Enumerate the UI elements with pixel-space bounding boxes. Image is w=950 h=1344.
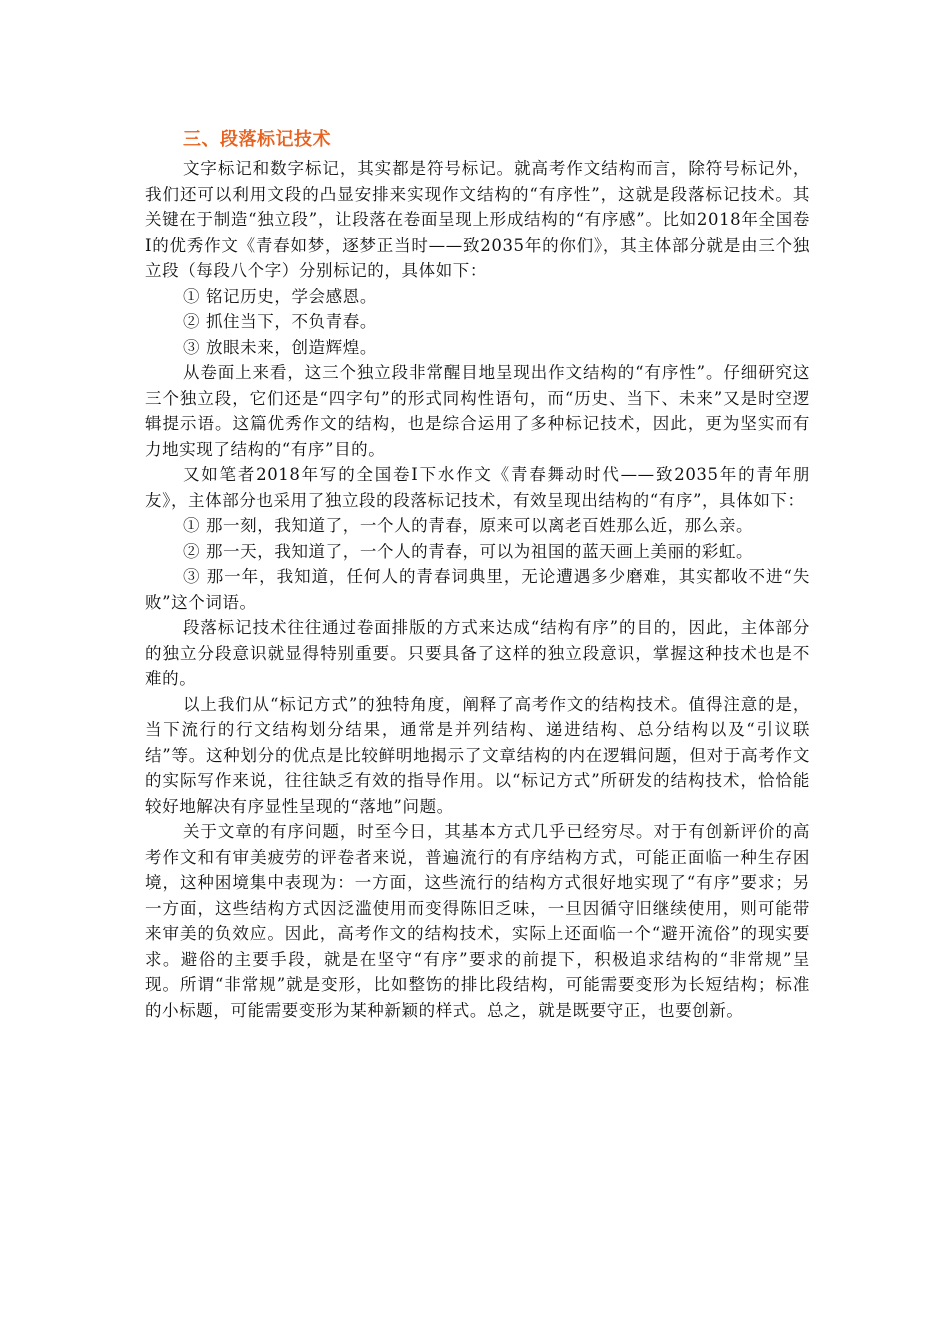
paragraph-intro: 文字标记和数字标记，其实都是符号标记。就高考作文结构而言，除符号标记外，我们还可以利用文段的凸显安排来实现作文结构的“有序性”，这就是段落标记技术。其关键在于制造“独立段”，让段落在卷面呈现上形成结构的“有序感”。比如2018年全国卷Ⅰ的优秀作文《青春如梦，逐梦正当时——致2035年的你们》，其主体部分就是由三个独立段（每段八个字）分别标记的，具体如下： [145,159,810,280]
list-item: ② 那一天，我知道了，一个人的青春，可以为祖国的蓝天画上美丽的彩虹。 [183,541,754,561]
paragraph-summary: 段落标记技术往往通过卷面排版的方式来达成“结构有序”的目的，因此，主体部分的独立分段意识就显得特别重要。只要具备了这样的独立段意识，掌握这种技术也是不难的。 [145,618,810,688]
list-item: ① 铭记历史，学会感恩。 [183,286,377,306]
document-page [145,127,810,1023]
list-item: ② 抓住当下，不负青春。 [183,312,377,331]
list-item: ① 那一刻，我知道了，一个人的青春，原来可以离老百姓那么近，那么亲。 [183,516,754,535]
list-item: ③ 放眼未来，创造辉煌。 [183,337,377,357]
paragraph-analysis: 从卷面上来看，这三个独立段非常醒目地呈现出作文结构的“有序性”。仔细研究这三个独立段，它们还是“四字句”的形式同构性语句，而“历史、当下、未来”又是时空逻辑提示语。这篇优秀作文的结构，也是综合运用了多种标记技术，因此，更为坚实而有力地实现了结构的“有序”目的。 [145,363,810,459]
paragraph-conclusion: 关于文章的有序问题，时至今日，其基本方式几乎已经穷尽。对于有创新评价的高考作文和有审美疲劳的评卷者来说，普遍流行的有序结构方式，可能正面临一种生存困境，这种困境集中表现为：一方面，这些流行的结构方式很好地实现了“有序”要求；另一方面，这些结构方式因泛滥使用而变得陈旧乏味，一旦因循守旧继续使用，则可能带来审美的负效应。因此，高考作文的结构技术，实际上还面临一个“避开流俗”的现实要求。避俗的主要手段，就是在坚守“有序”要求的前提下，积极追求结构的“非常规”呈现。所谓“非常规”就是变形，比如整饬的排比段结构，可能需要变形为长短结构；标准的小标题，可能需要变形为某种新颖的样式。总之，就是既要守正，也要创新。 [145,822,810,1020]
section-heading: 三、段落标记技术 [183,129,331,150]
paragraph-discussion: 以上我们从“标记方式”的独特角度，阐释了高考作文的结构技术。值得注意的是，当下流行的行文结构划分结果，通常是并列结构、递进结构、总分结构以及“引议联结”等。这种划分的优点是比较鲜明地揭示了文章结构的内在逻辑问题，但对于高考作文的实际写作来说，往往缺乏有效的指导作用。以“标记方式”所研发的结构技术，恰恰能较好地解决有序显性呈现的“落地”问题。 [145,694,810,816]
paragraph-example: 又如笔者2018年写的全国卷Ⅰ下水作文《青春舞动时代——致2035年的青年朋友》，主体部分也采用了独立段的段落标记技术，有效呈现出结构的“有序”，具体如下： [145,465,810,510]
list-item: ③ 那一年，我知道，任何人的青春词典里，无论遭遇多少磨难，其实都收不进“失败”这个词语。 [145,567,810,612]
